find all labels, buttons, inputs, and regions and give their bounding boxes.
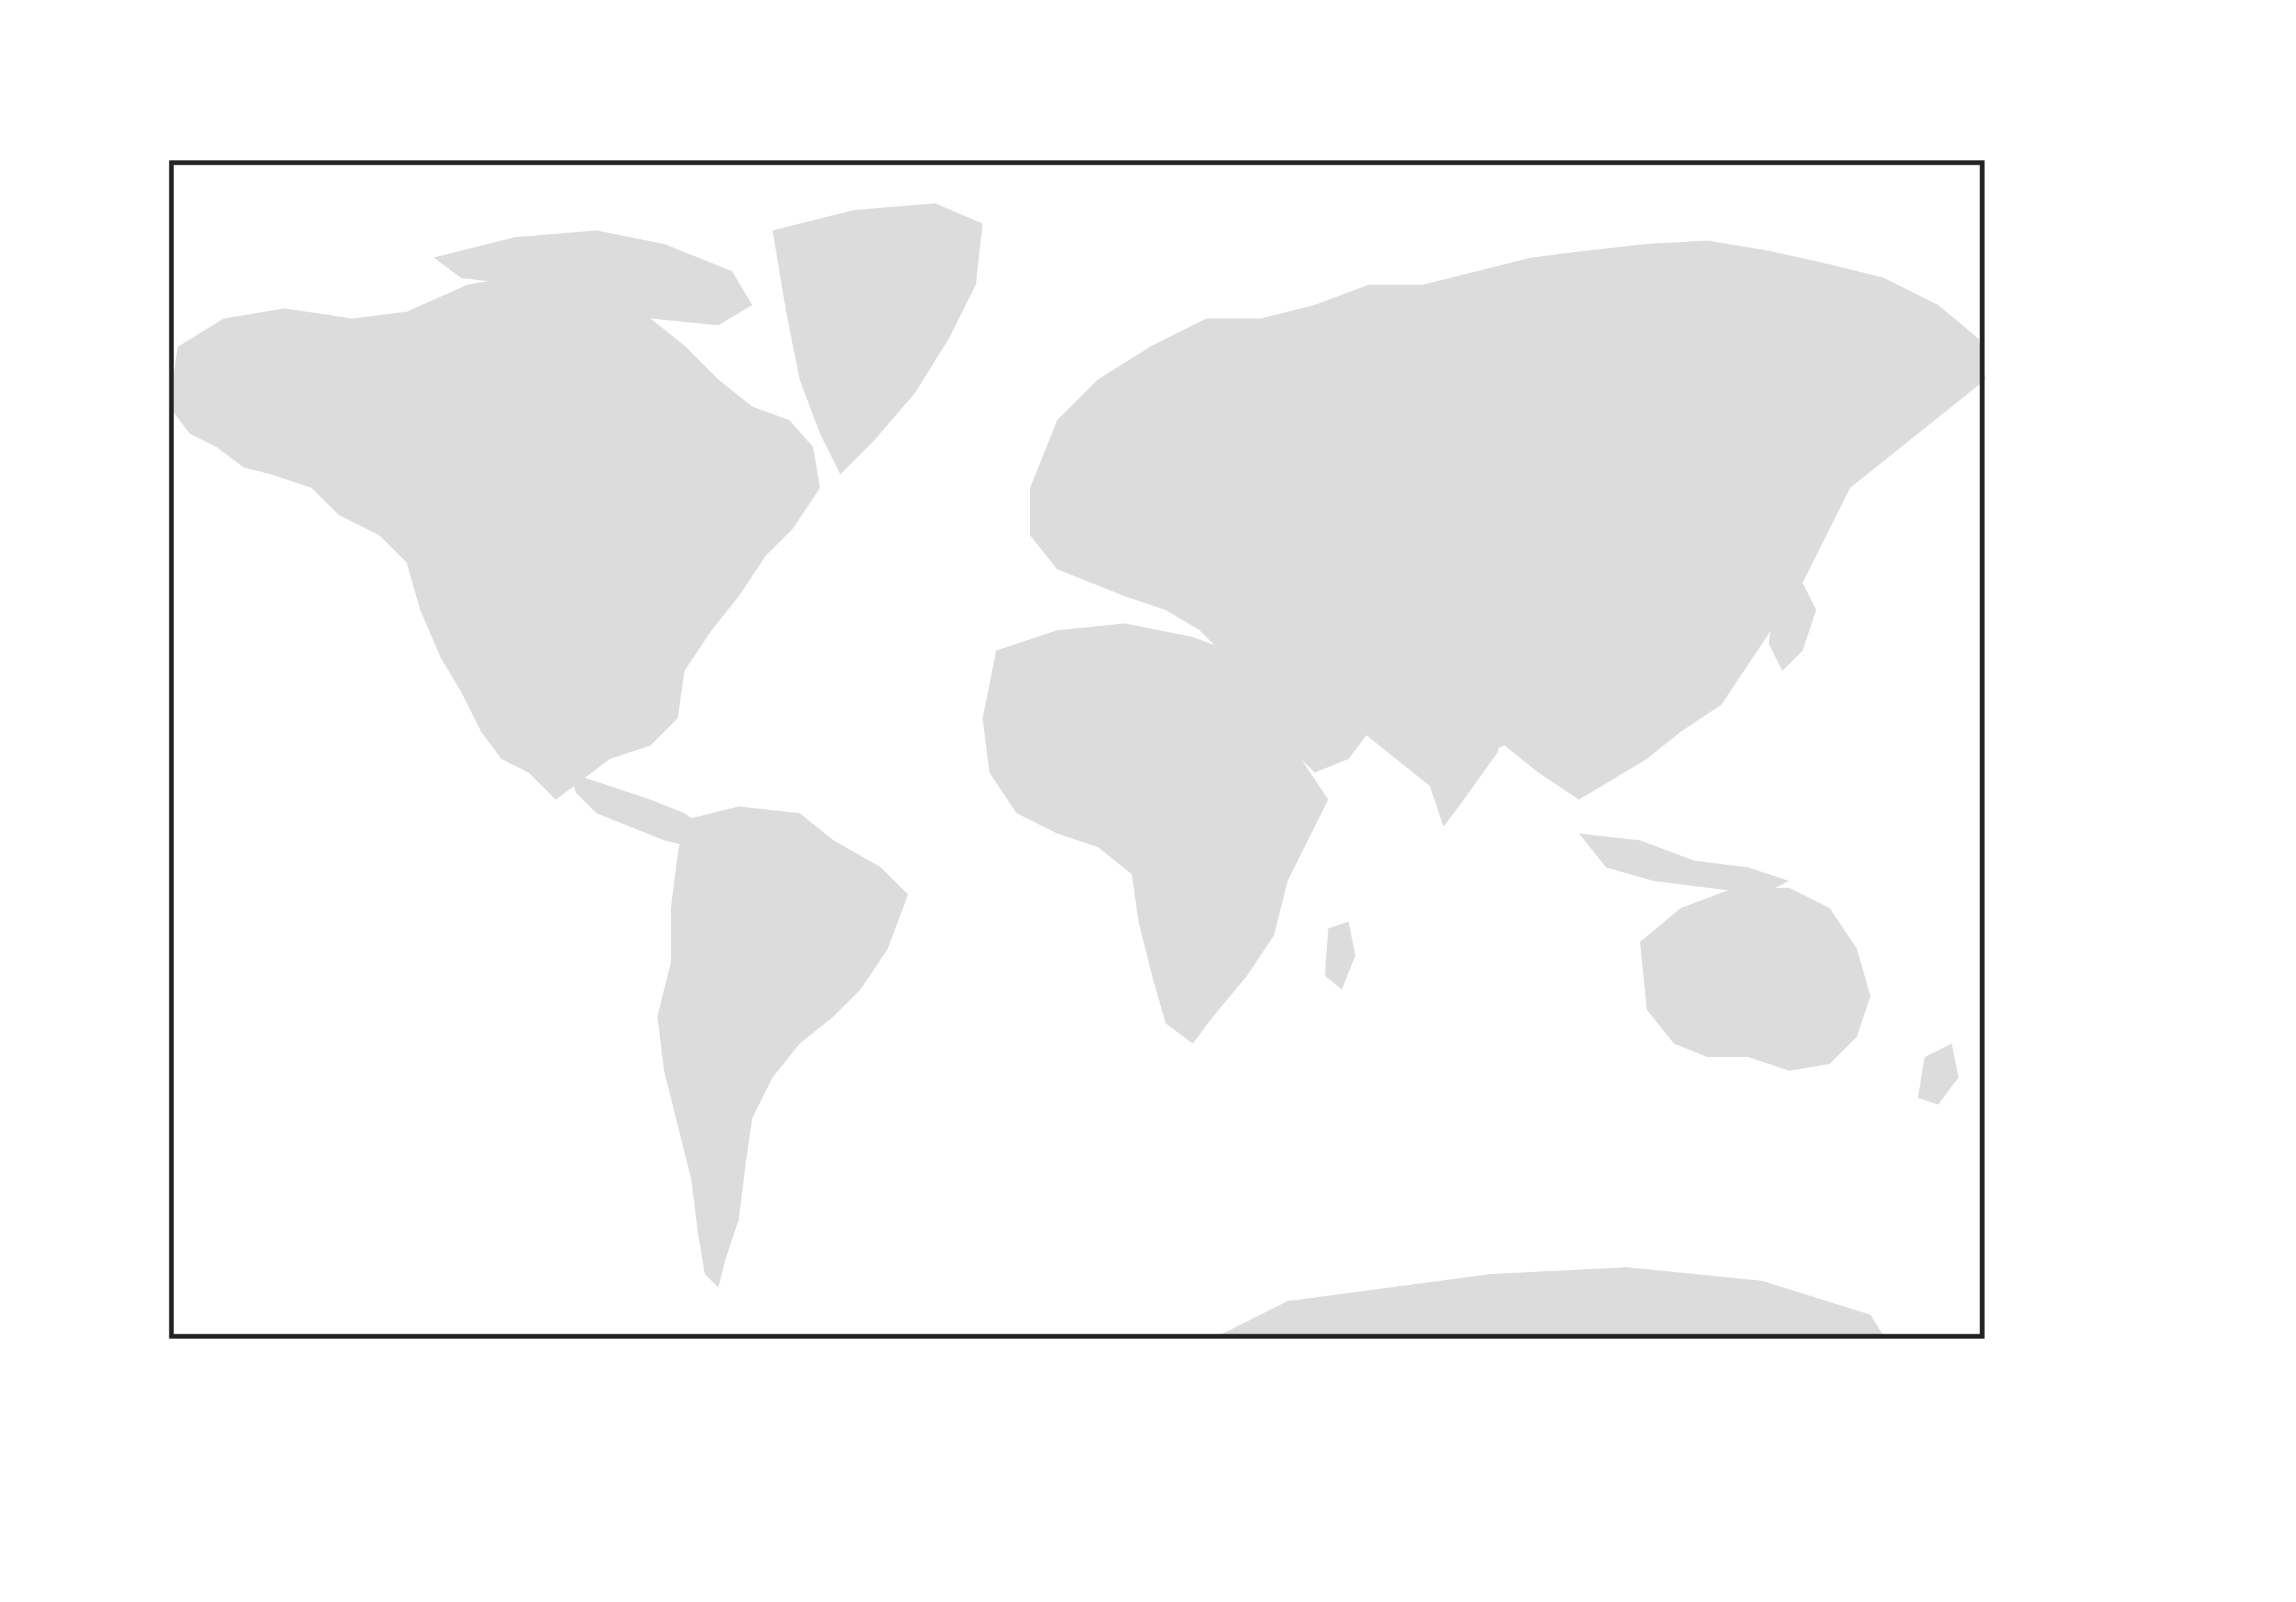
land-australia xyxy=(1640,888,1870,1071)
scheme-symbol xyxy=(160,1479,169,1507)
station-symbol-row xyxy=(1503,1504,1910,1529)
land-greenland xyxy=(773,203,983,474)
land-madagascar xyxy=(1325,922,1355,989)
station-symbol-row xyxy=(1503,1532,1910,1556)
land-indonesia xyxy=(1579,834,1789,895)
land-north-america xyxy=(169,274,820,800)
land-south-america xyxy=(657,806,908,1288)
land-india xyxy=(1410,684,1511,827)
land-antarctica xyxy=(1220,1267,1884,1336)
land-masses xyxy=(169,203,1986,1336)
station-symbol-row xyxy=(1503,1477,1910,1502)
land-new-zealand xyxy=(1918,1044,1959,1105)
station-symbol-row xyxy=(1503,1450,1910,1475)
